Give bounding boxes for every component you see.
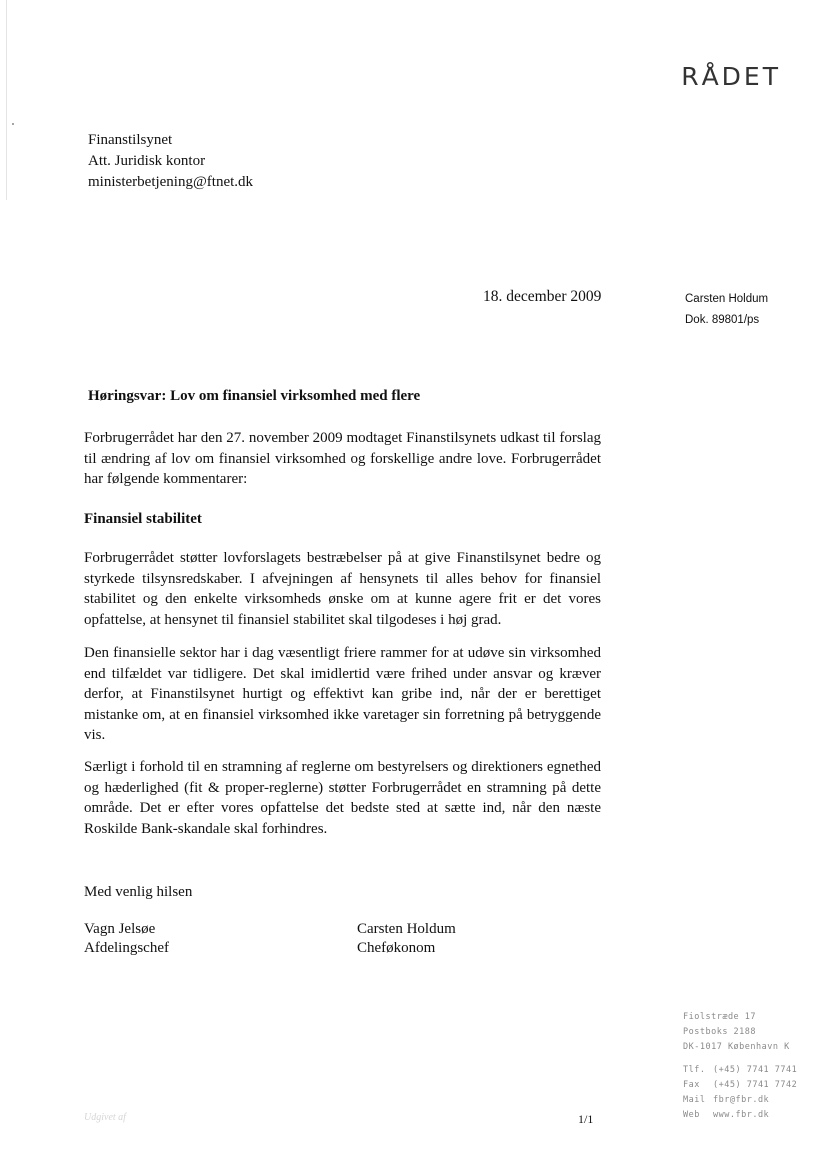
- recipient-attention: Att. Juridisk kontor: [88, 153, 206, 169]
- contact-label: Fax: [683, 1080, 700, 1090]
- subject-line: Høringsvar: Lov om finansiel virksomhed med flere: [88, 388, 421, 404]
- address-street: Fiolstræde 17: [683, 1012, 757, 1022]
- paragraph-fit-proper: Særligt i forhold til en stramning af reglerne om bestyrelsers og direktioners egnethed og hæderlighed (fit & proper-reglerne) støtter Forbrugerrådet en stramning på dette område. Det er efter vores opfattelse det bedste sted at sætte ind, når den næste Roskilde Bank-skandale skal forhindres.: [84, 759, 601, 837]
- fax-number: (+45) 7741 7742: [713, 1080, 798, 1090]
- address-pobox: Postboks 2188: [683, 1027, 757, 1037]
- contact-label: Mail: [683, 1095, 706, 1105]
- address-block: [683, 1010, 797, 1123]
- section-heading: Finansiel stabilitet: [84, 511, 202, 527]
- signatory-name: Vagn Jelsøe: [84, 921, 156, 937]
- address-city: DK-1017 København K: [683, 1042, 790, 1052]
- sender-reference: [685, 289, 768, 331]
- signatory-name: Carsten Holdum: [357, 921, 456, 937]
- scan-edge-line: [6, 0, 7, 200]
- logo: RÅDET: [681, 62, 781, 91]
- letter-date: 18. december 2009: [483, 288, 602, 305]
- paragraph-support: Forbrugerrådet støtter lovforslagets bestræbelser på at give Finanstilsynet bedre og styrkede tilsynsredskaber. I afvejningen af hensynets til alles behov for finansiel stabilitet og den enkelte virksomheds ønske om at kunne agere frit er det vores opfattelse, at hensynet til finansiel stabilitet skal tilgodeses i høj grad.: [84, 550, 601, 628]
- scan-dot: [12, 123, 14, 125]
- recipient-name: Finanstilsynet: [88, 132, 173, 148]
- contact-mail: [683, 1093, 797, 1108]
- web-address: www.fbr.dk: [713, 1110, 770, 1120]
- page-number: 1/1: [578, 1112, 594, 1126]
- contact-label: Web: [683, 1110, 700, 1120]
- recipient-email: ministerbetjening@ftnet.dk: [88, 174, 254, 190]
- closing-greeting: Med venlig hilsen: [84, 884, 193, 900]
- contact-web: [683, 1108, 797, 1123]
- contact-phone: [683, 1063, 797, 1078]
- paragraph-intro: Forbrugerrådet har den 27. november 2009 modtaget Finanstilsynets udkast til forslag til ændring af lov om finansiel virksomhed og forskellige andre love. Forbrugerrådet har følgende kommentarer:: [84, 430, 601, 487]
- phone-number: (+45) 7741 7741: [713, 1065, 798, 1075]
- sender-name: Carsten Holdum: [685, 293, 769, 305]
- contact-label: Tlf.: [683, 1065, 706, 1075]
- mail-address: fbr@fbr.dk: [713, 1095, 770, 1105]
- signatory-title: Afdelingschef: [84, 940, 169, 956]
- signatory-title: Cheføkonom: [357, 940, 436, 956]
- paragraph-sector: Den finansielle sektor har i dag væsentligt friere rammer for at udøve sin virksomhed end tilfældet var tidligere. Det skal imidlertid være frihed under ansvar og kræver derfor, at Finanstilsynet hurtigt og effektivt kan gribe ind, når der er berettiget mistanke om, at en finansiel virksomhed ikke varetager sin forretning på betryggende vis.: [84, 645, 601, 743]
- footer-watermark: Udgivet af: [84, 1112, 126, 1123]
- document-number: Dok. 89801/ps: [685, 314, 760, 326]
- recipient-block: [88, 130, 253, 193]
- signature-block: [84, 920, 169, 958]
- contact-fax: [683, 1078, 797, 1093]
- signature-block: [357, 920, 456, 958]
